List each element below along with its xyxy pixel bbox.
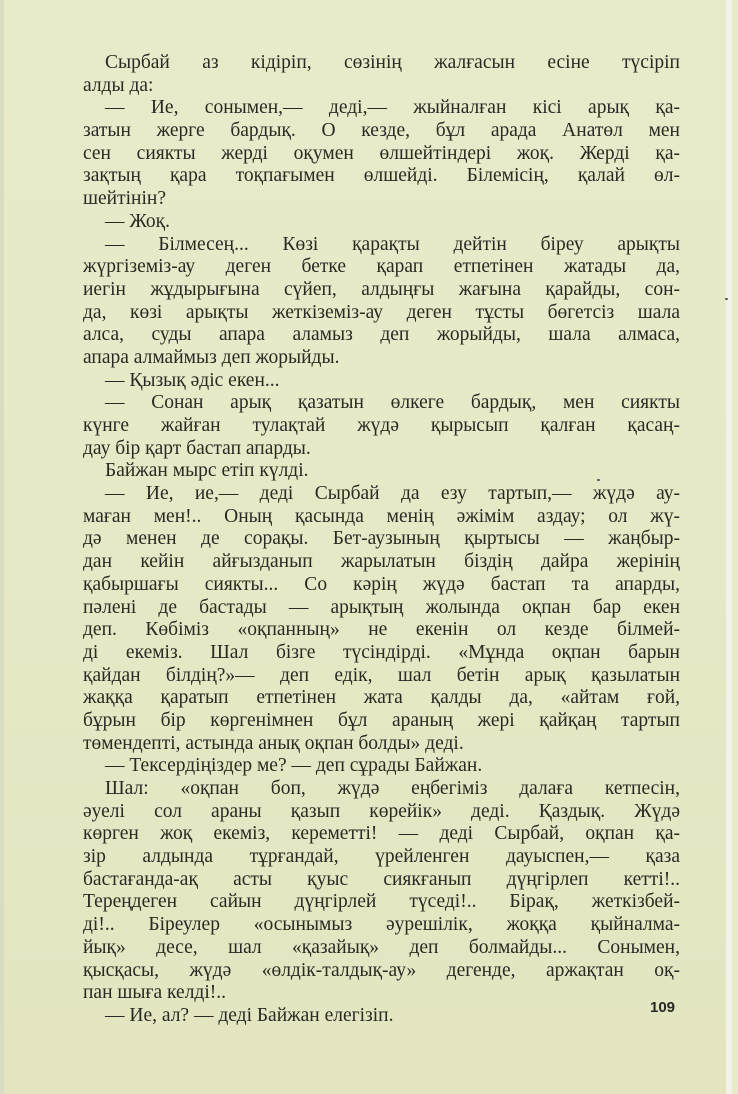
text-line: — Білмесең... Көзі қарақты дейтін біреу арықты	[105, 233, 680, 255]
text-line: зір алдында тұрғандай, үрейленген дауыспен,— қаза	[83, 846, 680, 868]
text-line: алды да:	[83, 74, 154, 96]
text-line: — Ие, сонымен,— деді,— жыйналған кісі арық қа-	[105, 97, 680, 119]
text-line: — Жоқ.	[105, 210, 170, 232]
body-text	[83, 52, 680, 1028]
text-line: иегін жұдырығына сүйеп, алдыңғы жағына қарайды, сон-	[83, 278, 680, 300]
text-line: ді!.. Біреулер «осынымыз әурешілік, жоққа қыйналма-	[83, 914, 680, 936]
text-line: қысқасы, жүдә «өлдік-талдық-ау» дегенде, аржақтан оқ-	[83, 959, 680, 981]
text-line: қайдан білдің?»— деп едік, шал бетін арық қазылатын	[83, 664, 680, 686]
text-line: алса, суды апара аламыз деп жорыйды, шала алмаса,	[83, 324, 680, 346]
text-line: қабыршағы сиякты... Со кәрің жүдә бастап та апарды,	[83, 573, 680, 595]
text-line: — Тексердіңіздер ме? — деп сұрады Байжан.	[105, 755, 483, 777]
text-line: бұрын бір көргенімнен бұл араның жері қайқаң тартып	[83, 709, 680, 731]
page-left-edge	[0, 0, 4, 1094]
text-line: Тереңдеген сайын дүңгірлей түседі!.. Бірақ, жеткізбей-	[83, 891, 680, 913]
text-line: күнге жайған тулақтай жүдә қырысып қалған қасаң-	[83, 415, 680, 436]
text-line: — Ие, ал? — деді Байжан елегізіп.	[105, 1004, 394, 1026]
text-line: апара алмаймыз деп жорыйды.	[83, 346, 340, 368]
text-line: зақтың қара тоқпағымен өлшейді. Білемісің, қалай өл-	[83, 165, 680, 187]
text-line: дә менен де сорақы. Бет-аузының қыртысы — жаңбыр-	[83, 528, 680, 550]
paper-speck	[597, 479, 600, 481]
text-line: бастағанда-ақ асты қуыс сиякғанып дүңгірлеп кетті!..	[83, 868, 680, 890]
text-line: да, көзі арықты жеткіземіз-ау деген тұсты бөгетсіз шала	[83, 301, 680, 323]
text-line: дау бір қарт бастап апарды.	[83, 437, 311, 459]
text-line: пәлені де бастады — арықтың жолында оқпан бар екен	[83, 596, 680, 618]
text-line: — Ие, ие,— деді Сырбай да езу тартып,— жүдә ау-	[105, 483, 680, 505]
text-line: деп. Көбіміз «оқпанның» не екенін ол кезде білмей-	[83, 619, 680, 641]
text-line: ді екеміз. Шал бізге түсіндірді. «Мұнда оқпан барын	[83, 641, 680, 663]
text-line: затын жерге бардық. О кезде, бұл арада Анатөл мен	[83, 120, 680, 142]
page-right-edge	[726, 0, 732, 1094]
text-line: шейтінін?	[83, 188, 166, 210]
text-line: көрген жоқ екеміз, кереметті! — деді Сырбай, оқпан қа-	[83, 823, 680, 845]
text-line: дан кейін айғызданып жарылатын біздің дайра жерінің	[83, 551, 680, 573]
text-line: — Қызық әдіс екен...	[105, 369, 280, 391]
text-line: төмендепті, астында анық оқпан болды» деді.	[83, 732, 464, 754]
text-line: сен сиякты жерді оқумен өлшейтіндері жоқ. Жерді қа-	[83, 142, 680, 164]
text-line: жүргіземіз-ау деген бетке қарап етпетінен жатады да,	[83, 256, 680, 278]
page-number: 109	[650, 999, 676, 1016]
text-line: йық» десе, шал «қазайық» деп болмайды... Сонымен,	[83, 936, 680, 958]
text-line: әуелі сол араны қазып көрейік» деді. Қаздық. Жүдә	[83, 800, 680, 822]
text-line: Шал: «оқпан боп, жүдә еңбегіміз далаға кетпесін,	[105, 778, 680, 799]
text-line: — Сонан арық қазатын өлкеге бардық, мен сиякты	[105, 392, 680, 414]
text-line: Сырбай аз кідіріп, сөзінің жалғасын есіне түсіріп	[105, 52, 680, 73]
text-line: жаққа қаратып етпетінен жата қалды да, «айтам ғой,	[83, 687, 680, 709]
paper-speck	[725, 298, 728, 300]
text-line: маған мен!.. Оның қасында менің әжімім аздау; ол жү-	[83, 505, 680, 527]
text-line: пан шыға келді!..	[83, 982, 227, 1004]
text-line: Байжан мырс етіп күлді.	[105, 460, 309, 482]
